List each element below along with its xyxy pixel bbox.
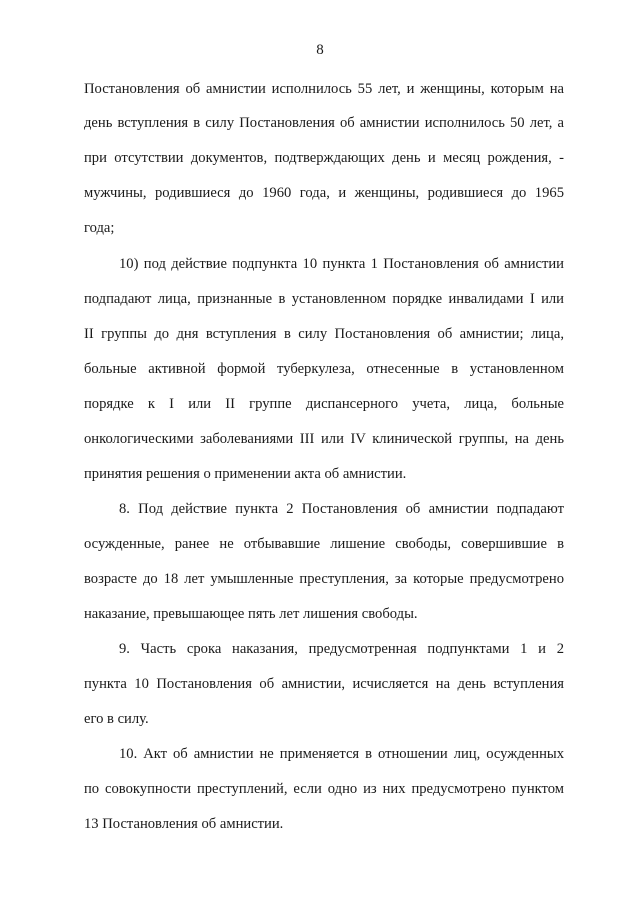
text-line: его в силу.	[84, 711, 149, 727]
text-line: Постановления об амнистии исполнилось 55 лет, и женщины, которым на	[84, 81, 564, 97]
text-line: подпадают лица, признанные в установленном порядке инвалидами I или	[84, 291, 564, 307]
text-line: больные активной формой туберкулеза, отнесенные в установленном	[84, 361, 564, 377]
text-line: принятия решения о применении акта об амнистии.	[84, 466, 407, 482]
text-line: пункта 10 Постановления об амнистии, исчисляется на день вступления	[84, 676, 564, 692]
page-number: 8	[316, 42, 324, 58]
text-line: II группы до дня вступления в силу Постановления об амнистии; лица,	[84, 326, 564, 342]
text-line: возрасте до 18 лет умышленные преступления, за которые предусмотрено	[84, 571, 564, 587]
text-line: 10. Акт об амнистии не применяется в отношении лиц, осужденных	[119, 746, 564, 762]
text-line: мужчины, родившиеся до 1960 года, и женщины, родившиеся до 1965	[84, 185, 564, 201]
text-line: 13 Постановления об амнистии.	[84, 816, 284, 832]
text-line: день вступления в силу Постановления об амнистии исполнилось 50 лет, а	[84, 115, 564, 131]
text-line: при отсутствии документов, подтверждающих день и месяц рождения, -	[84, 150, 564, 166]
text-line: 8. Под действие пункта 2 Постановления об амнистии подпадают	[119, 501, 564, 517]
text-line: 9. Часть срока наказания, предусмотренная подпунктами 1 и 2	[119, 641, 564, 657]
text-line: наказание, превышающее пять лет лишения свободы.	[84, 606, 418, 622]
text-line: года;	[84, 220, 115, 236]
text-line: онкологическими заболеваниями III или IV клинической группы, на день	[84, 431, 564, 447]
text-line: по совокупности преступлений, если одно из них предусмотрено пунктом	[84, 781, 564, 797]
text-line: осужденные, ранее не отбывавшие лишение свободы, совершившие в	[84, 536, 564, 552]
text-line: 10) под действие подпункта 10 пункта 1 Постановления об амнистии	[119, 256, 564, 272]
text-line: порядке к I или II группе диспансерного учета, лица, больные	[84, 396, 564, 412]
